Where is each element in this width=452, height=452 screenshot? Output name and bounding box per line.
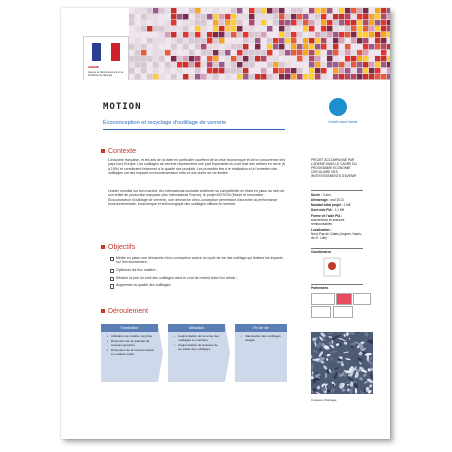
project-montant: Montant total projet : 1 M€ xyxy=(311,203,351,207)
document-page xyxy=(61,8,390,439)
ademe-logo-wordmark: ADEME xyxy=(88,65,99,69)
list-item: Optimiser les flux matière ; xyxy=(108,268,284,272)
deroulement-column-header: Fin de vie xyxy=(235,324,287,332)
deroulement-column xyxy=(168,332,225,382)
investissements-avenir-tag: Investir dans l'avenir xyxy=(328,120,358,124)
photo-caption: Copeaux d'usinage xyxy=(311,398,337,402)
project-intro: PROJET ACCOMPAGNÉ PAR L'ADEME DANS LE CADRE DU PROGRAMME ÉCONOMIE CIRCULAIRE DES INVESTISSEMENTS D'AVENIR xyxy=(311,158,357,178)
list-item: • Augmentation de la durée de vie totale des outillages xyxy=(174,344,222,352)
arrow-right-icon xyxy=(225,324,230,382)
machining-chips-photo xyxy=(311,332,373,394)
partner-logo xyxy=(353,293,371,305)
project-localisation: Localisation : Nord-Pas de Calais (Arques, Hauts-de-Fr. Lille) xyxy=(311,228,362,240)
objectifs-list xyxy=(108,256,284,291)
coordinateur-label: Coordinateur xyxy=(311,250,332,254)
coordinateur-box xyxy=(311,248,363,249)
ademe-logo xyxy=(83,36,129,80)
title-divider xyxy=(103,129,285,130)
project-aide: Dont aide PIA : 1,1 M€ xyxy=(311,208,345,212)
square-bullet-icon xyxy=(101,149,105,153)
square-bullet-icon xyxy=(101,309,105,313)
list-item: Mettre en place une démarche d'éco-conception autour du cycle de vie des outillage qui limitera les impacts sur l'environnement ; xyxy=(108,256,284,265)
list-item: • Diminution de la quantité de copeaux générés xyxy=(107,340,155,348)
project-info-box xyxy=(311,190,363,191)
contexte-paragraph-2: Leader mondial sur son marché, Arc International souhaite améliorer sa compétitivité en étant en place au sein de son entité de production française (Arc International France), le projet MOTION (Moule et Innovation - Écoconception d'outillage de verrerie), une démarche d'éco-conception permettant d'accroître la performance environnementale, économique et technologique des outillages utilisés en verrerie. xyxy=(108,189,285,206)
deroulement-column xyxy=(101,332,158,382)
project-duree: Durée : 3 ans xyxy=(311,193,331,197)
partner-logo xyxy=(336,293,352,305)
banner-mosaic-image xyxy=(129,8,390,80)
list-item: • Valorisation des outillages usagés xyxy=(241,335,284,343)
square-bullet-icon xyxy=(101,245,105,249)
contexte-paragraph-1: L'industrie française, et les arts de la table en particulier souffrent de la crise économique et de la concurrence des pays hors Europe. Les outillages de verrerie représentent une part importante du coût final des articles en verre (5 à 15%) et contribuent fortement à le qualité des produits. Les procédés liés à le réalisation et à l'entretien des outillages ont des impacts environnementaux forts et une durée de vie limitée. xyxy=(108,158,286,175)
list-item: Augmenter la qualité des outillages. xyxy=(108,283,284,287)
partenaires-box xyxy=(311,284,363,285)
partenaires-label: Partenaires xyxy=(311,286,329,290)
partner-logo xyxy=(311,293,335,305)
coordinator-logo xyxy=(323,257,341,277)
page-subtitle: Écoconception et recyclage d'outillage de verrerie xyxy=(103,120,227,126)
republique-francaise-icon xyxy=(92,43,120,61)
ademe-logo-caption: Agence de l'Environnement et de la Maîtrise de l'Energie xyxy=(88,71,124,77)
project-forme-aide: Forme de l'aide PIA : subventions et avances remboursables xyxy=(311,214,345,226)
list-item: • Diminution de la consommation en matière noble xyxy=(107,349,155,357)
deroulement-column-header: Fabrication xyxy=(101,324,158,332)
list-item: Réduire la part du coût des outillages dans le coût de revient total d'un article ; xyxy=(108,276,284,280)
partner-logo xyxy=(333,306,353,318)
page-title: MOTION xyxy=(103,102,142,112)
section-heading-objectifs: Objectifs xyxy=(101,244,135,251)
partner-logo xyxy=(311,306,331,318)
list-item: • Augmentation de la tenue des outillages en machine xyxy=(174,335,222,343)
project-demarrage: Démarrage : mai 2013 xyxy=(311,198,344,202)
header-banner xyxy=(61,8,390,80)
deroulement-column xyxy=(235,332,287,382)
section-heading-deroulement: Déroulement xyxy=(101,308,148,315)
arrow-right-icon xyxy=(158,324,163,382)
deroulement-column-header: Utilisation xyxy=(168,324,225,332)
list-item: • Utilisation de matière recyclée xyxy=(107,335,155,339)
section-heading-contexte: Contexte xyxy=(101,148,136,155)
investissements-avenir-logo xyxy=(329,98,347,116)
